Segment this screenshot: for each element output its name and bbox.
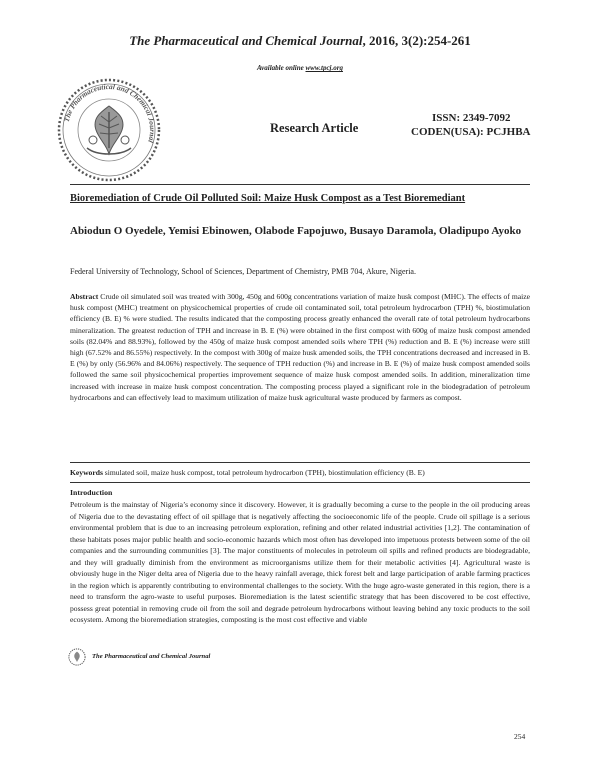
abstract-divider-top — [70, 462, 530, 463]
logo-ring-text: The Pharmaceutical and Chemical Journal — [61, 81, 158, 144]
issn: ISSN: 2349-7092 — [432, 112, 511, 124]
coden: CODEN(USA): PCJHBA — [411, 126, 531, 138]
available-prefix: Available online — [257, 64, 306, 72]
journal-name: The Pharmaceutical and Chemical Journal — [129, 33, 363, 48]
journal-citation: , 2016, 3(2):254-261 — [362, 33, 471, 48]
journal-url-link[interactable]: www.tpcj.org — [305, 64, 343, 72]
abstract-label: Abstract — [70, 292, 99, 301]
journal-logo-seal — [57, 78, 161, 182]
header-divider — [70, 184, 530, 185]
introduction-text: Petroleum is the mainstay of Nigeria’s economy since it discovery. However, it is gradually becoming a curse to the people in the oil producing areas of Nigeria due to the devastating effect of oil spillage that is negatively affecting the socioeconomic life of the people. Crude oil spillage is a serious environmental problem that is due to an increasing petroleum exploration, refining and other related industrial activities [1,2]. The contamination of these habitats poses major public health and socio-economic hazards which most often has developed into impetuous protests between some of the oil companies and the surrounding communities [3]. The major constituents of molecules in petroleum oil spills and refined products are biodegradable, and they will gradually diminish from the environment as microorganisms utilize them for their metabolic activities [4]. Agricultural waste is obviously huge in the Niger delta area of Nigeria due to the heavy rainfall average, thick forest belt and large participation of arable farming practices in the region which is apparently contributing to environmental challenges to the society. With the huge agro-waste generated in this region, there is a need to transform the agro-waste to useful purposes. Bioremediation is the latest scientific strategy that has been discovered to be cost effective, possess great potential in removing crude oil from the soil and degrade petroleum hydrocarbons without leaving behind any toxic products to the soil ecosystem. Among the bioremediation strategies, composting is the most cost effective and viable — [70, 500, 530, 624]
introduction-heading: Introduction — [70, 488, 113, 497]
journal-header-title — [0, 33, 600, 49]
keywords-label: Keywords — [70, 468, 103, 477]
keywords-divider — [70, 482, 530, 483]
page-number: 254 — [514, 732, 526, 741]
available-online — [0, 64, 600, 72]
keywords-text: simulated soil, maize husk compost, total petroleum hydrocarbon (TPH), biostimulation efficiency (B. E) — [102, 468, 425, 477]
paper-authors: Abiodun O Oyedele, Yemisi Ebinowen, Olabode Fapojuwo, Busayo Daramola, Oladipupo Ayoko — [70, 225, 522, 237]
article-type-label: Research Article — [270, 121, 359, 135]
footer-journal-name: The Pharmaceutical and Chemical Journal — [92, 653, 211, 660]
paper-title: Bioremediation of Crude Oil Polluted Soil: Maize Husk Compost as a Test Bioremediant — [70, 193, 466, 204]
keywords — [70, 468, 530, 477]
footer-logo-icon — [68, 648, 86, 666]
author-affiliation: Federal University of Technology, School of Sciences, Department of Chemistry, PMB 704, Akure, Nigeria. — [70, 267, 416, 276]
abstract — [70, 291, 530, 403]
abstract-text: Crude oil simulated soil was treated with 300g, 450g and 600g concentrations variation of maize husk compost (MHC). The effects of maize husk compost (MHC) treatment on physicochemical properties of crude oil contaminated soil, total petroleum hydrocarbon (TPH) %, biostimulation efficiency (B. E) % were studied. The results indicated that the composting process greatly enhanced the overall rate of total petroleum hydrocarbons mineralization. The greatest reduction of TPH and increase in B. E (%) were obtained in the first compost with 600g of maize husk compost amended soils (82.04% and 88.93%), followed by the 450g of maize husk compost amended soils where TPH (%) reduction and B. E (%) increase were still high (67.52% and 86.55%) respectively. In the compost with 300g of maize husk amended soils, the TPH concentrations decreased and increased in B. E (%) by only (56.96% and 84.06%) respectively. The sequence of TPH reduction (%) and increase in B. E (%) of maize husk compost amended soils followed the same soil physicochemical properties improvement sequence of maize husk compost amended soils. In addition, mineralization time increased with increase in maize husk compost concentration. The composting process played a significant role in the biodegradation of petroleum hydrocarbons and can effectively lead to maximum utilization of maize husk agricultural waste produced by farmers as compost. — [70, 292, 530, 402]
